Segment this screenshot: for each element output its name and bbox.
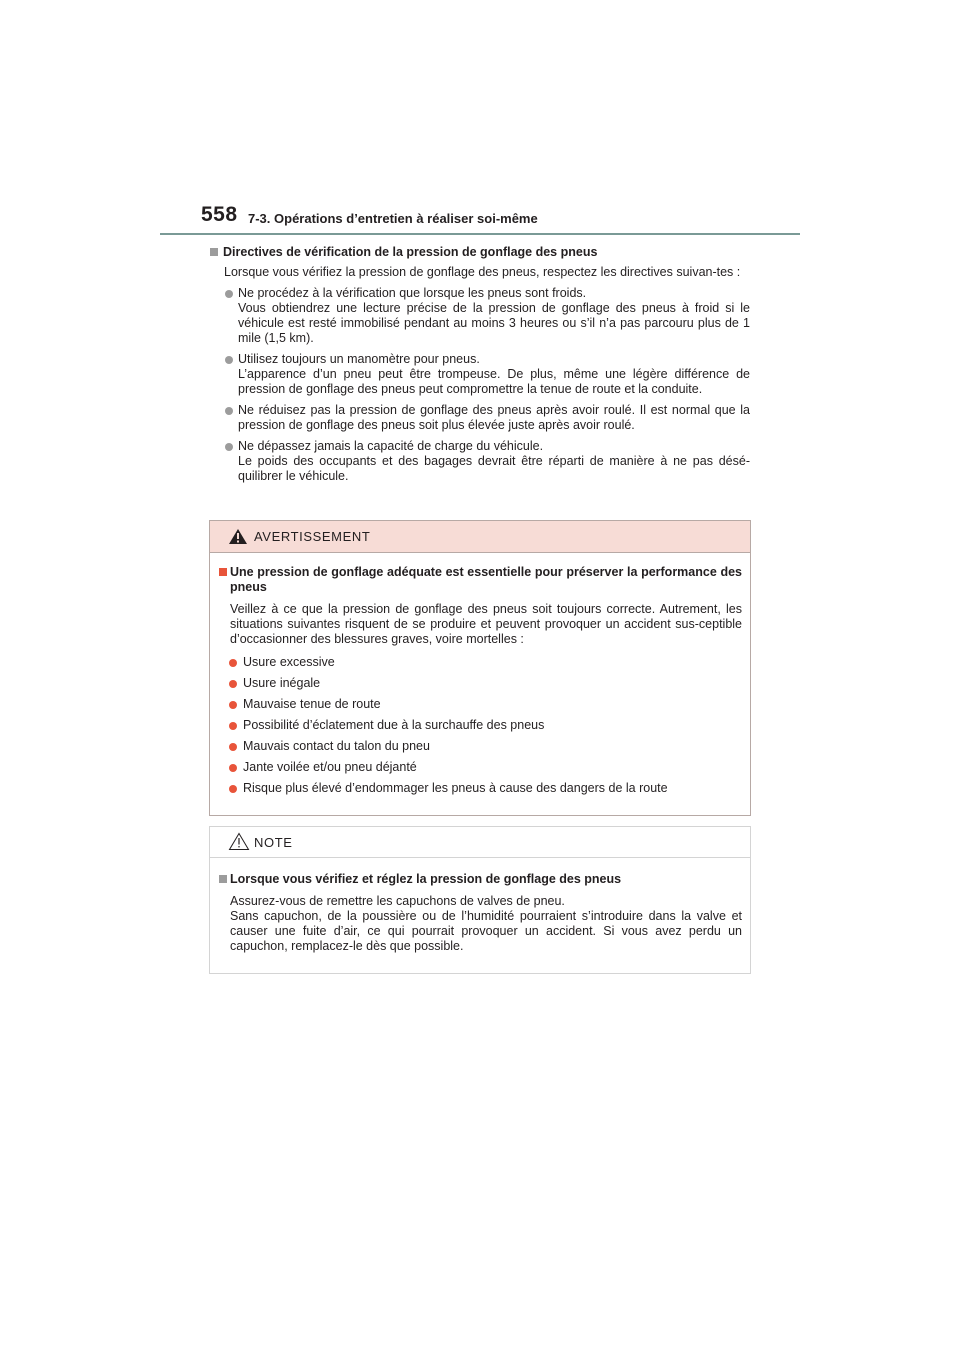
list-item: Mauvais contact du talon du pneu — [219, 740, 742, 752]
header-rule — [160, 233, 800, 235]
guidelines-heading: Directives de vérification de la pression de gonflage des pneus — [210, 245, 750, 260]
note-title: NOTE — [254, 835, 293, 850]
section-title: 7-3. Opérations d’entretien à réaliser soi-même — [248, 211, 538, 226]
list-item: Ne procédez à la vérification que lorsque les pneus sont froids. Vous obtiendrez une lecture précise de la pression de gonflage des pneus à froid si le véhicule est resté immobilisé pendant au moins 3 heures ou s’il n’a pas parcouru plus de 1 mile (1,5 km). — [210, 286, 750, 346]
guidelines-intro: Lorsque vous vérifiez la pression de gonflage des pneus, respectez les directives suivan-tes : — [224, 265, 741, 279]
note-header — [210, 827, 750, 858]
note-line: Sans capuchon, de la poussière ou de l’humidité pourraient s’introduire dans la valve et causer une fuite d’air, ce qui pourrait provoquer un accident. Si vous avez perdu un capuchon, remplacez-le dès que possible. — [230, 909, 742, 953]
bullet-dot-icon — [229, 722, 237, 730]
list-item: Ne réduisez pas la pression de gonflage des pneus après avoir roulé. Il est normal que la pression de gonflage des pneus soit plus élevée juste après avoir roulé. — [210, 403, 750, 433]
note-line: Assurez-vous de remettre les capuchons de valves de pneu. — [230, 894, 565, 908]
note-heading: Lorsque vous vérifiez et réglez la pression de gonflage des pneus — [219, 872, 742, 887]
warning-title: AVERTISSEMENT — [254, 529, 371, 544]
bullet-dot-icon — [229, 785, 237, 793]
guidelines-section — [210, 245, 750, 490]
warning-text: Veillez à ce que la pression de gonflage des pneus soit toujours correcte. Autrement, les situations suivantes risquent de se produire et peuvent provoquer un accident sus-ceptible d’occasionner des blessures graves, voire mortelles : — [230, 602, 742, 646]
list-item: Mauvaise tenue de route — [219, 698, 742, 710]
square-bullet-icon — [210, 248, 218, 256]
page-number: 558 — [201, 203, 238, 226]
bullet-dot-icon — [225, 356, 233, 364]
bullet-dot-icon — [229, 743, 237, 751]
list-item: Utilisez toujours un manomètre pour pneus. L’apparence d’un pneu peut être trompeuse. De plus, même une légère différence de pression de gonflage des pneus peut compromettre la tenue de route et la conduite. — [210, 352, 750, 397]
square-bullet-icon — [219, 875, 227, 883]
warning-triangle-icon — [228, 528, 248, 545]
list-item: Usure excessive — [219, 656, 742, 668]
square-bullet-icon — [219, 568, 227, 576]
list-item: Jante voilée et/ou pneu déjanté — [219, 761, 742, 773]
bullet-dot-icon — [225, 443, 233, 451]
list-item: Risque plus élevé d’endommager les pneus à cause des dangers de la route — [219, 782, 742, 794]
note-box — [209, 826, 751, 974]
warning-header — [210, 521, 750, 553]
bullet-dot-icon — [225, 290, 233, 298]
list-item: Ne dépassez jamais la capacité de charge du véhicule. Le poids des occupants et des bagages devrait être réparti de manière à ne pas désé-quilibrer le véhicule. — [210, 439, 750, 484]
bullet-dot-icon — [229, 680, 237, 688]
bullet-dot-icon — [229, 659, 237, 667]
list-item: Usure inégale — [219, 677, 742, 689]
bullet-dot-icon — [229, 764, 237, 772]
warning-heading: Une pression de gonflage adéquate est essentielle pour préserver la performance des pneus — [219, 565, 742, 595]
caution-triangle-icon — [228, 832, 250, 851]
bullet-dot-icon — [225, 407, 233, 415]
bullet-dot-icon — [229, 701, 237, 709]
warning-box — [209, 520, 751, 816]
list-item: Possibilité d’éclatement due à la surchauffe des pneus — [219, 719, 742, 731]
